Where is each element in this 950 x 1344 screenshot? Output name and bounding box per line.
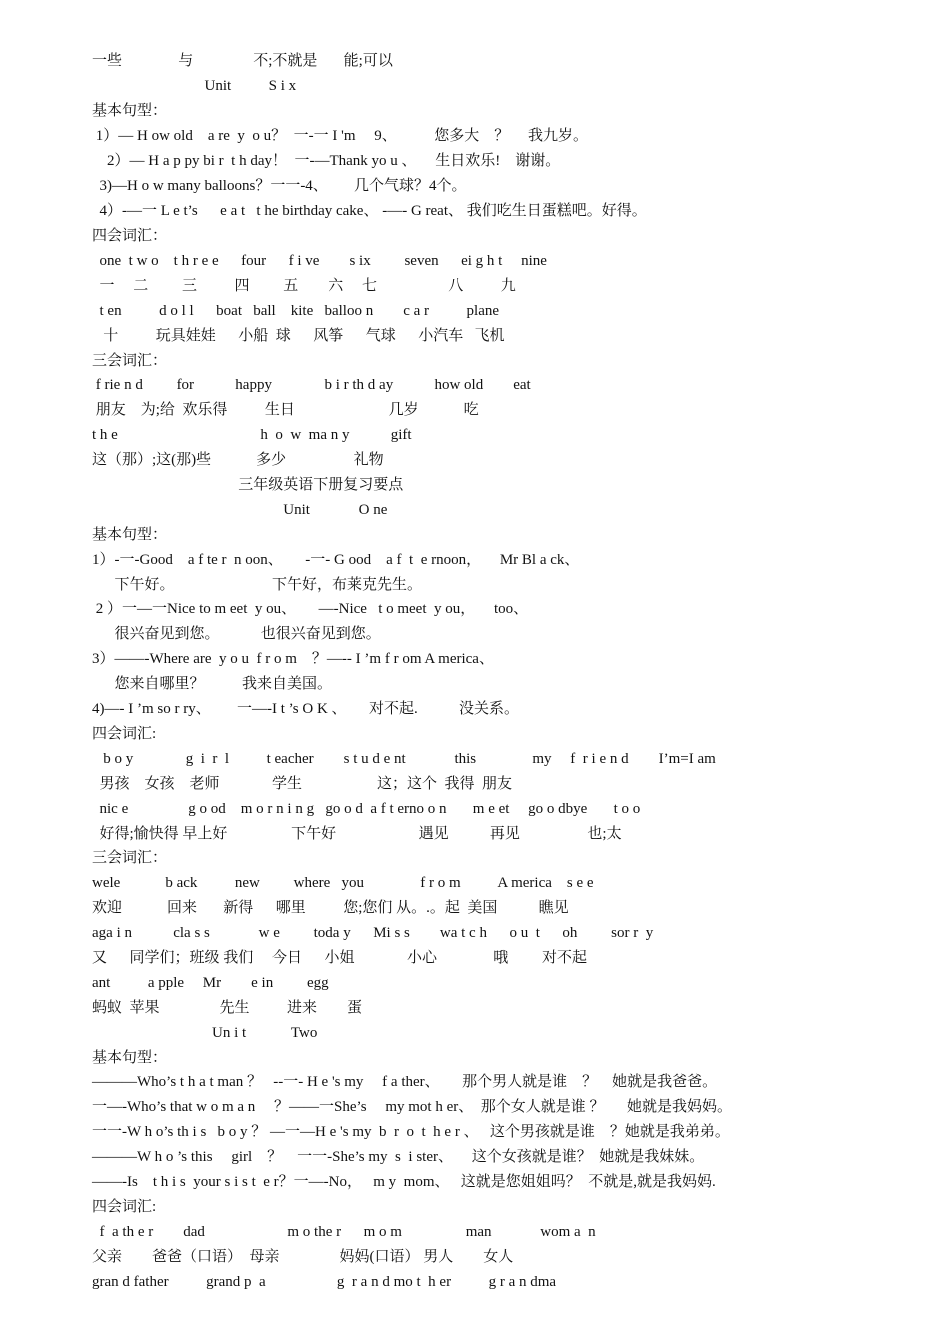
text-line: 三会词汇： bbox=[92, 353, 168, 369]
text-line: 3）——-Where are y o u f r o m ？—-- I ’m f r om A merica、 bbox=[92, 651, 494, 667]
text-line: 2 ）一—一Nice to m eet y ou、 —-Nice t o meet y ou， too、 bbox=[92, 601, 529, 617]
text-line: 1）— H ow old a re y o u？ 一-一 I 'm 9、 您多大 ？ 我九岁。 bbox=[92, 128, 589, 144]
text-line: 好得;愉快得 早上好 下午好 遇见 再见 也;太 bbox=[92, 826, 622, 842]
text-line: 一 二 三 四 五 六 七 八 九 bbox=[92, 278, 516, 294]
text-line: one t w o t h r e e four f i ve s ix seven ei g h t nine bbox=[92, 253, 547, 269]
text-line: 朋友 为;给 欢乐得 生日 几岁 吃 bbox=[92, 402, 479, 418]
text-line: 一—-Who’s that w o m a n ？——一She’s my mot h er、 那个女人就是谁 ？ 她就是我妈妈。 bbox=[92, 1099, 732, 1115]
text-line: f a th e r dad m o the r m o m man wom a n bbox=[92, 1224, 596, 1240]
text-line: ——-Is t h i s your s i s t e r？一—-No， m y mom、 这就是您姐姐吗？ 不就是,就是我妈妈. bbox=[92, 1174, 716, 1190]
text-line: 3)—H o w many balloons？一一-4、 几个气球？4个。 bbox=[92, 178, 467, 194]
text-line: 基本句型： bbox=[92, 527, 168, 543]
text-line: t h e h o w ma n y gift bbox=[92, 427, 412, 443]
text-line: 下午好。 下午好，布莱克先生。 bbox=[92, 577, 423, 593]
text-line: 三年级英语下册复习要点 bbox=[92, 477, 404, 493]
text-line: 2）— H a p py bi r t h day！ 一-—Thank yo u 、 生日欢乐! 谢谢。 bbox=[92, 153, 561, 169]
text-line: 男孩 女孩 老师 学生 这；这个 我得 朋友 bbox=[92, 776, 513, 792]
text-line: 又 同学们；班级 我们 今日 小姐 小心 哦 对不起 bbox=[92, 950, 588, 966]
text-line: 4）-—一 L e t’s e a t t he birthday cake、 -—- G reat、 我们吃生日蛋糕吧。好得。 bbox=[92, 203, 647, 219]
text-line: 十 玩具娃娃 小船 球 风筝 气球 小汽车 飞机 bbox=[92, 328, 505, 344]
text-line: aga i n cla s s w e toda y Mi s s wa t c h o u t oh sor r y bbox=[92, 925, 654, 941]
text-line: 您来自哪里？ 我来自美国。 bbox=[92, 676, 333, 692]
text-line: 基本句型： bbox=[92, 1050, 168, 1066]
text-line: 四会词汇: bbox=[92, 1199, 157, 1215]
text-line: Unit O ne bbox=[92, 502, 388, 518]
text-line: b o y g i r l t eacher s t u d e nt this my f r i e n d I’m=I am bbox=[92, 751, 716, 767]
text-line: 1）-一-Good a f te r n oon、 -一- G ood a f t e rnoon， Mr Bl a ck、 bbox=[92, 552, 580, 568]
text-line: 一一-W h o’s th i s b o y ？ —一—H e 's my b r o t h e r 、 这个男孩就是谁 ？她就是我弟弟。 bbox=[92, 1124, 730, 1140]
text-line: Un i t Two bbox=[92, 1025, 318, 1041]
text-line: ant a pple Mr e in egg bbox=[92, 975, 329, 991]
text-line: t en d o l l boat ball kite balloo n c a r plane bbox=[92, 303, 500, 319]
text-line: Unit S i x bbox=[92, 78, 297, 94]
text-line: 三会词汇： bbox=[92, 850, 168, 866]
text-line: gran d father grand p a g r a n d mo t h er g r a n dma bbox=[92, 1274, 557, 1290]
text-line: 蚂蚁 苹果 先生 进来 蛋 bbox=[92, 1000, 363, 1016]
text-line: 很兴奋见到您。 也很兴奋见到您。 bbox=[92, 626, 381, 642]
text-line: 这（那）;这(那)些 多少 礼物 bbox=[92, 452, 384, 468]
text-line: nic e g o od m o r n i n g go o d a f t erno o n m e et go o dbye t o o bbox=[92, 801, 641, 817]
text-line: 四会词汇: bbox=[92, 726, 157, 742]
text-line: 欢迎 回来 新得 哪里 您;您们 从。.。起 美国 瞧见 bbox=[92, 900, 569, 916]
text-line: wele b ack new where you f r o m A merica s e e bbox=[92, 875, 594, 891]
text-line: f rie n d for happy b i r th d ay how old eat bbox=[92, 377, 531, 393]
text-line: ———W h o ’s this girl ？ 一一-She’s my s i ster、 这个女孩就是谁？ 她就是我妹妹。 bbox=[92, 1149, 705, 1165]
text-line: 基本句型： bbox=[92, 103, 168, 119]
text-line: 四会词汇： bbox=[92, 228, 168, 244]
text-line: 4)—- I ’m so r ry、 一—-I t ’s O K 、 对不起. 没关系。 bbox=[92, 701, 520, 717]
text-line: ———Who’s t h a t man ？ --一- H e 's my f a ther、 那个男人就是谁 ？ 她就是我爸爸。 bbox=[92, 1074, 718, 1090]
text-line: 父亲 爸爸（口语） 母亲 妈妈(口语） 男人 女人 bbox=[92, 1249, 514, 1265]
text-line: 一些 与 不;不就是 能;可以 bbox=[92, 53, 393, 69]
